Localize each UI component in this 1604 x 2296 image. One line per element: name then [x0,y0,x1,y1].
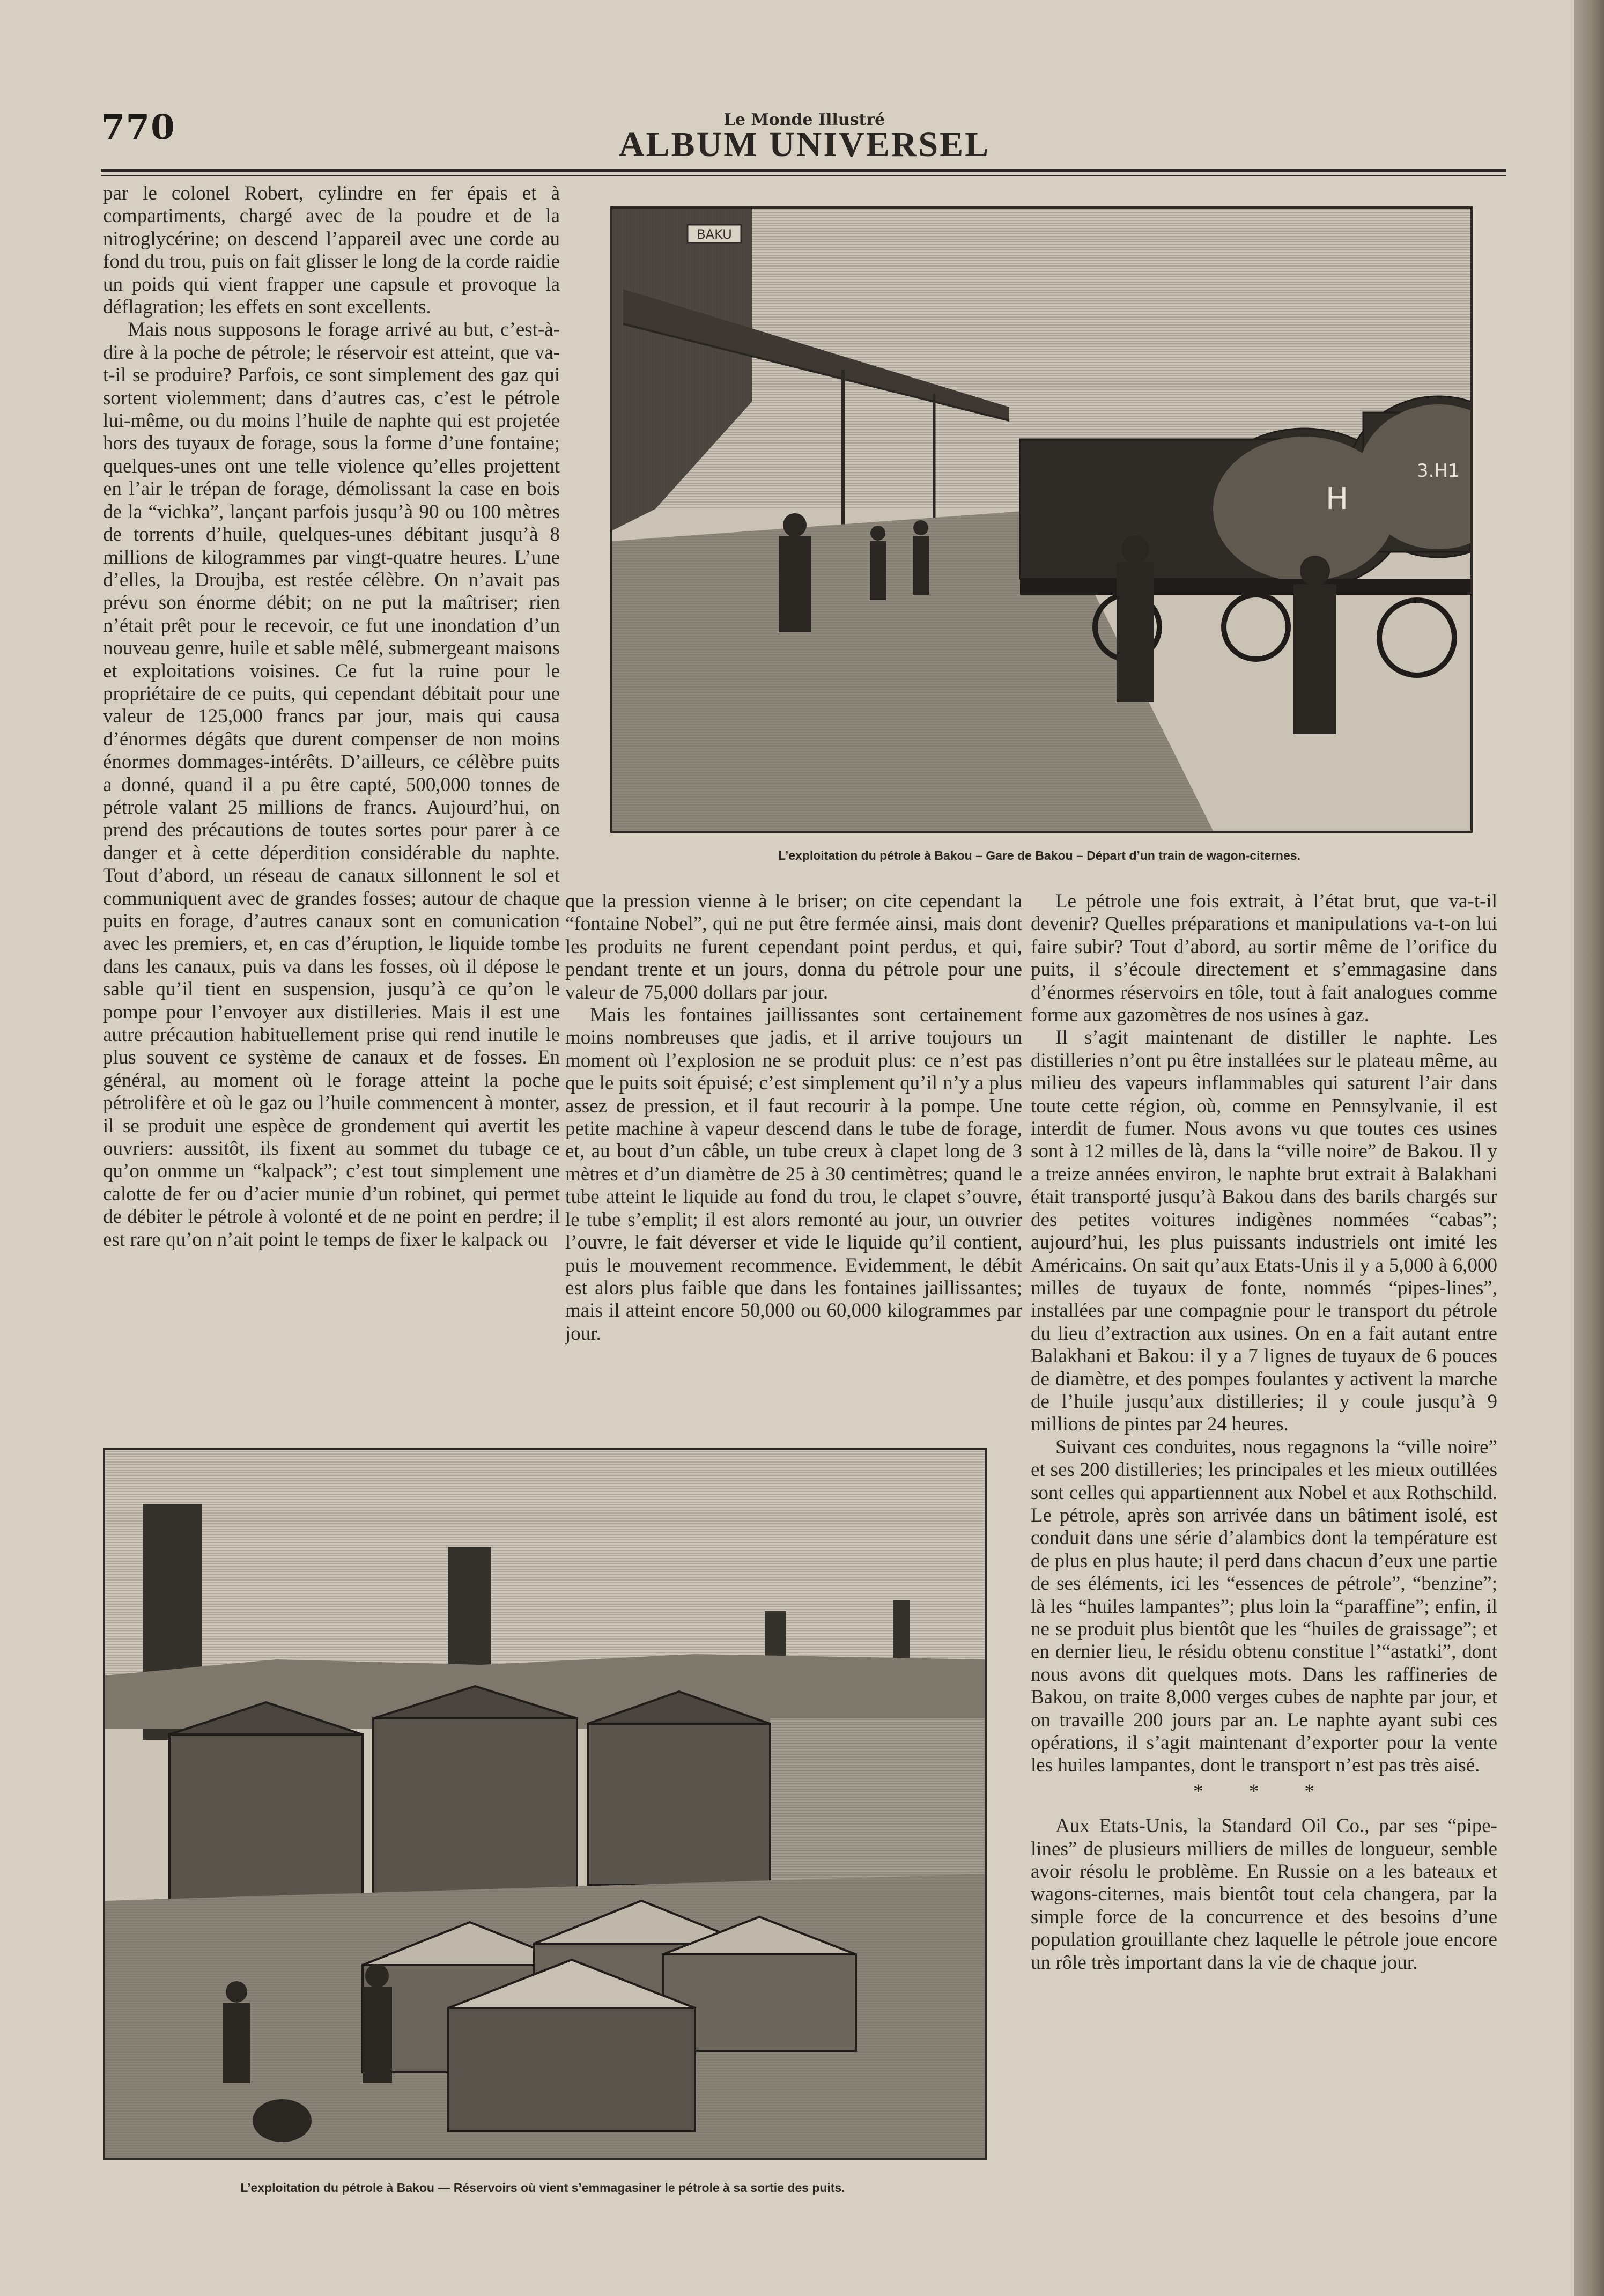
figure1-caption: L’exploitation du pétrole à Bakou – Gare de Bakou – Départ d’un train de wagon-citernes. [778,848,1300,862]
article-column-3 [1031,890,1497,2215]
paragraph: Le pétrole une fois extrait, à l’état brut, que va-t-il devenir? Quelles préparations et manipulations va-t-on lui faire subir? Tout d’abord, au sortir même de l’orifice du puits, il s’écoule directement et s’emmagasine dans d’énormes réservoirs en tôle, tout à fait analogues comme forme aux gazomètres de nos usines à gaz. [1031,890,1497,1027]
masthead-rule [101,169,1506,172]
reservoirs-engraving [105,1450,985,2158]
paragraph: Mais les fontaines jaillissantes sont certainement moins nombreuses que jadis, et il arrive toujours un moment où l’explosion ne se produit plus: ce n’est pas que le puits soit épuisé; c’est simplement qu’il n’y a plus assez de pression, et il faut recourir à la pompe. Une petite machine à vapeur descend dans le tube de forage, et, au bout d’un câble, un tube creux à clapet long de 3 mètres et d’un diamètre de 25 à 30 centimètres; quand le tube atteint le liquide au fond du trou, le clapet s’ouvre, le tube s’emplit; il est alors remonté au jour, un ouvrier l’ouvre, le fait déverser et vide le liquide qu’il contient, puis le mouvement recommence. Evidemment, le débit est alors plus faible que dans les fontaines jaillissantes; mais il atteint encore 50,000 ou 60,000 kilogrammes par jour. [565,1004,1022,1345]
paragraph: Il s’agit maintenant de distiller le naphte. Les distilleries n’ont pu être installées sur le plateau même, au milieu des vapeurs inflammables qui saturent l’air dans toute cette région, où, comme en Pennsylvanie, il est interdit de fumer. Nous avons vu que toutes ces usines sont à 12 milles de là, dans la “ville noire” de Bakou. Il y a treize années environ, le naphte brut extrait à Balakhani était transporté jusqu’à Bakou dans des barils chargés sur des petites voitures indigènes nommées “cabas”; aujourd’hui, les plus puissants industriels ont imité les Américains. On sait qu’aux Etats-Unis il y a 5,000 à 6,000 milles de tuyaux de fonte, nommés “pipes-lines”, installées par une compagnie pour le transport du pétrole du lieu d’extraction aux usines. On en a fait autant entre Balakhani et Bakou: il y a 7 lignes de tuyaux de 6 pouces de diamètre, et des pompes foulantes y activent la marche de l’huile jusqu’aux distilleries; il y coule jusqu’à 9 millions de pintes par 24 heures. [1031,1027,1497,1436]
masthead-rule-thin [101,175,1506,176]
station-engraving [612,209,1470,831]
paragraph: Suivant ces conduites, nous regagnons la “ville noire” et ses 200 distilleries; les principales et les mieux outillées sont celles qui appartiennent aux Nobel et aux Rothschild. Le pétrole, après son arrivée dans un bâtiment isolé, est conduit dans une série d’alambics dont la température est de plus en plus haute; il perd dans chacun d’eux une partie de ses éléments, ici les “essences de pétrole”, “benzine”; là les “huiles lampantes”; plus loin la “paraffine”; enfin, il ne se produit plus bientôt que les “huiles de graissage”; et en dernier lieu, le résidu obtenu constitue l’“astatki”, dont nous avons dit quelques mots. Dans les raffineries de Bakou, on traite 8,000 verges cubes de naphte par jour, et on travaille 200 jours par an. Le naphte ayant subi ces opérations, il s’agit maintenant d’exporter pour la vente les huiles lampantes, dont le transport n’est pas très aisé. [1031,1436,1497,1777]
paragraph: Mais nous supposons le forage arrivé au but, c’est-à-dire à la poche de pétrole; le réservoir est atteint, que va-t-il se produire? Parfois, ce sont simplement des gaz qui sortent violemment; dans d’autres cas, c’est le pétrole lui-même, ou du moins l’huile de naphte qui est projetée hors des tuyaux de forage, sous la forme d’une fontaine; quelques-unes ont une telle violence qu’elles projettent en l’air le trépan de forage, démolissant la case en bois de la “vichka”, lançant parfois jusqu’à 90 ou 100 mètres de torrents d’huile, quelques-unes débitant jusqu’à 8 millions de kilogrammes par vingt-quatre heures. L’une d’elles, la Droujba, est restée célèbre. On n’avait pas prévu son énorme débit; on ne put la maîtriser; rien n’était prêt pour le recevoir, ce fut une inondation d’un nouveau genre, huile et sable mêlé, submergeant maisons et exploitations voisines. Ce fut la ruine pour le propriétaire de ce puits, qui cependant débitait pour une valeur de 125,000 francs par jour, mais qui causa d’énormes dégâts que durent compenser de non moins énormes dommages-intérêts. D’ailleurs, ce célèbre puits a donné, quand il a pu être capté, 500,000 tonnes de pétrole valant 25 millions de francs. Aujourd’hui, on prend des précautions de toutes sortes pour parer à ce danger et à cette déperdition considérable du naphte. Tout d’abord, un réseau de canaux sillonnent le sol et communiquent avec de grandes fosses; autour de chaque puits en forage, d’autres canaux sont en comunication avec les premiers, et, en cas d’éruption, le liquide tombe dans les canaux, puis va dans les fosses, où il dépose le sable qu’il tient en suspension, jusqu’à ce qu’on le pompe pour l’envoyer aux distilleries. Mais il est une autre précaution habituellement prise qui rend inutile le plus souvent ce système de canaux et de fosses. En général, au moment où le forage atteint la poche pétrolifère et où le gaz ou l’huile commencent à monter, il se produit une espèce de grondement qui avertit les ouvriers: aussitôt, ils fixent au sommet du tubage ce qu’on onmme un “kalpack”; c’est tout simplement une calotte de fer ou d’acier munie d’un robinet, qui permet de débiter le pétrole à volonté et de ne point en perdre; il est rare qu’on n’ait point le temps de fixer le kalpack ou [103,319,560,1251]
page-fold-shadow [1574,0,1604,2296]
tank-mark-h: H [1326,482,1349,516]
article-column-2 [565,890,1022,1432]
section-separator: * * * [1193,1780,1335,1803]
masthead-title: ALBUM UNIVERSEL [618,125,991,164]
page-number: 770 [101,107,176,147]
tank-mark-3h1: 3.H1 [1417,460,1460,482]
masthead-subtitle: Le Monde Illustré [723,110,885,129]
figure2-caption: L’exploitation du pétrole à Bakou — Réservoirs où vient s’emmagasiner le pétrole à sa sortie des puits. [240,2181,845,2195]
illustration-reservoirs [103,1448,987,2160]
article-column-1 [103,182,560,1432]
paragraph: par le colonel Robert, cylindre en fer épais et à compartiments, chargé avec de la poudre et de la nitroglycérine; on descend l’appareil avec une corde au fond du trou, puis on fait glisser le long de la corde raidie un poids qui vient frapper une capsule et provoque la déflagration; les effets en sont excellents. [103,182,560,319]
paragraph: Aux Etats-Unis, la Standard Oil Co., par ses “pipe-lines” de plusieurs milliers de milles de longueur, semble avoir résolu le problème. En Russie on a les bateaux et wagons-citernes, mais bientôt tout cela changera, par la simple force de la concurrence et des besoins d’une population grouillante chez laquelle le pétrole joue encore un rôle très important dans la vie de chaque jour. [1031,1815,1497,1974]
paragraph: que la pression vienne à le briser; on cite cependant la “fontaine Nobel”, qui ne put être fermée ainsi, mais dont les produits ne furent cependant point perdus, et qui, pendant trente et un jours, donna du pétrole pour une valeur de 75,000 dollars par jour. [565,890,1022,1003]
illustration-baku-station [610,206,1473,833]
station-sign-text: BAKU [697,227,732,242]
